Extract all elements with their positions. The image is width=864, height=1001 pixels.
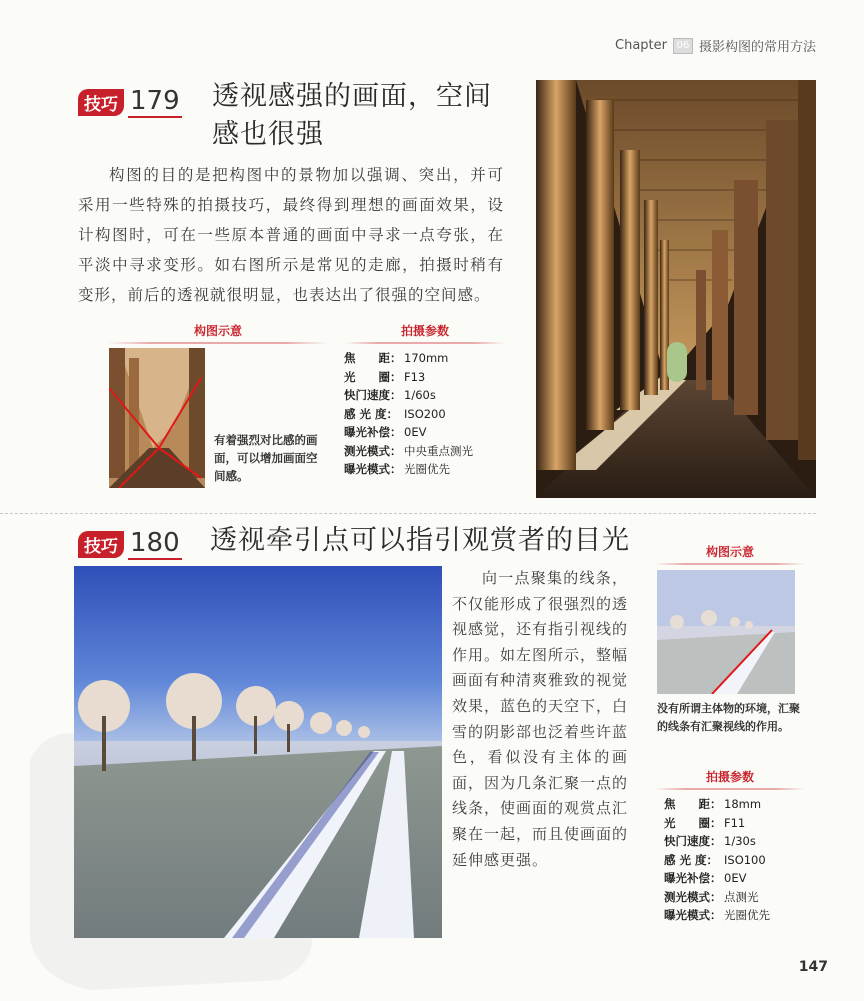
tip-180-diagram-image — [657, 570, 795, 694]
section-divider — [0, 513, 816, 514]
param-row: 曝光补偿： 0EV — [664, 871, 747, 885]
tip-179-params-section — [345, 322, 505, 344]
param-row: 快门速度： 1/30s — [664, 834, 756, 848]
param-row: 曝光模式： 光圈优先 — [344, 462, 450, 476]
param-row: 感 光 度： ISO100 — [664, 852, 766, 867]
tip-badge: 技巧 — [78, 531, 124, 558]
tip-179-diagram-image — [109, 348, 205, 488]
snow-field-photo — [74, 566, 442, 938]
tip-number: 179 — [130, 86, 180, 116]
tip-180-heading — [78, 528, 182, 560]
chapter-label: Chapter — [615, 38, 667, 53]
tip-179-heading — [78, 86, 182, 118]
tip-180-params-section — [655, 768, 805, 790]
diagram-heading: 构图示意 — [193, 324, 242, 338]
param-row: 曝光补偿： 0EV — [344, 425, 427, 439]
chapter-title: 摄影构图的常用方法 — [698, 40, 816, 55]
param-row: 测光模式： 点测光 — [664, 889, 759, 904]
diagram-heading: 构图示意 — [705, 545, 754, 559]
page-number: 147 — [798, 959, 828, 975]
param-row: 快门速度： 1/60s — [344, 388, 436, 402]
tip-badge: 技巧 — [78, 89, 124, 116]
param-row: 曝光模式： 光圈优先 — [664, 908, 770, 922]
params-heading: 拍摄参数 — [705, 770, 754, 784]
param-row: 光 圈： F11 — [664, 815, 746, 830]
tip-179-diagram-section — [108, 322, 328, 344]
tip-179-body: 构图的目的是把构图中的景物加以强调、突出，并可采用一些特殊的拍摄技巧，最终得到理想的画面效果，设计构图时，可在一些原本普通的画面中寻求一点夸张，在平淡中寻求变形。如右图所示是常见的走廊，拍摄时稍有变形，前后的透视就很明显，也表达出了很强的空间感。 — [78, 166, 504, 304]
tip-179-diagram-caption: 有着强烈对比感的画面，可以增加画面空间感。 — [214, 433, 318, 483]
tip-180-diagram-section — [655, 543, 805, 565]
chapter-number: 06 — [673, 38, 693, 54]
params-heading: 拍摄参数 — [400, 324, 449, 338]
tip-180-params — [664, 795, 770, 925]
param-row: 感 光 度： ISO200 — [344, 406, 446, 421]
param-row: 焦 距： 170mm — [344, 351, 449, 365]
param-row: 光 圈： F13 — [344, 369, 426, 384]
tip-number: 180 — [130, 528, 180, 558]
running-header — [615, 36, 816, 55]
tip-179-title: 透视感强的画面，空间 感也很强 — [212, 81, 492, 150]
tip-179-params — [344, 349, 473, 479]
param-row: 测光模式： 中央重点测光 — [344, 443, 473, 458]
tip-180-title: 透视牵引点可以指引观赏者的目光 — [210, 525, 630, 556]
param-row: 焦 距： 18mm — [664, 797, 762, 811]
tip-180-body: 向一点聚集的线条，不仅能形成了很强烈的透视感觉，还有指引视线的作用。如左图所示，整幅画面有种清爽雅致的视觉效果，蓝色的天空下，白雪的阴影部也泛着些许蓝色，看似没有主体的画面，因为几条汇聚一点的线条，使画面的观赏点汇聚在一起，而且使画面的延伸感更强。 — [452, 569, 629, 869]
tip-180-diagram-caption: 没有所谓主体物的环境，汇聚的线条有汇聚视线的作用。 — [657, 702, 800, 733]
corridor-photo — [536, 80, 816, 498]
